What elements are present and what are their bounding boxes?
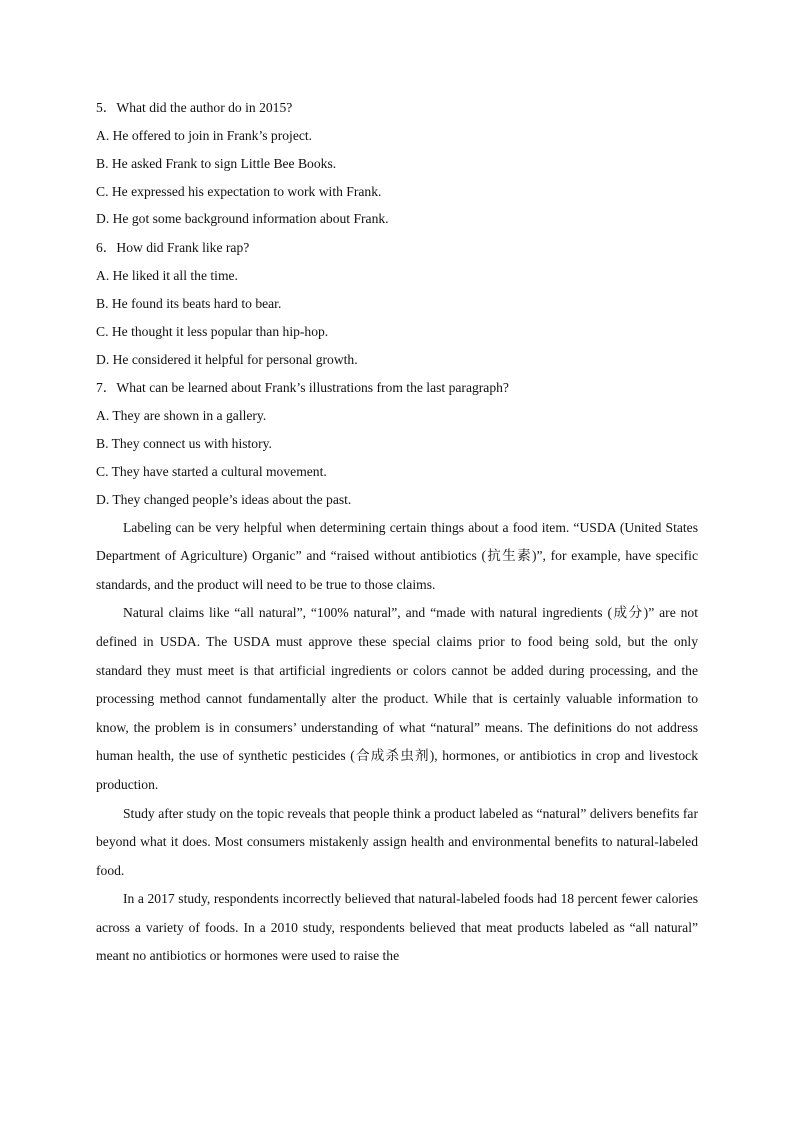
question-stem: 7．What can be learned about Frank’s illustrations from the last paragraph? [96,380,509,396]
option-b: B. He asked Frank to sign Little Bee Books. [96,155,337,171]
option-c: C. They have started a cultural movement. [96,463,327,479]
option-a: A. They are shown in a gallery. [96,408,267,424]
option-a: A. He offered to join in Frank’s project. [96,128,313,143]
passage-paragraph-1: Labeling can be very helpful when determining certain things about a food item. “USDA (United States Department of Agriculture) Organic” and “raised without antibiotics (抗生素)”, for example, have specific standards, and the product will need to be true to those claims. [96,519,698,592]
option-c: C. He thought it less popular than hip-hop. [96,323,329,339]
document-content [96,94,698,971]
option-d: D. He considered it helpful for personal growth. [96,351,358,367]
question-stem: 6．How did Frank like rap? [96,240,250,256]
reading-passage [96,514,698,972]
passage-paragraph-3: Study after study on the topic reveals that people think a product labeled as “natural” delivers benefits far beyond what it does. Most consumers mistakenly assign health and environmental benefits to natural-labeled food. [96,805,698,878]
passage-paragraph-2: Natural claims like “all natural”, “100% natural”, and “made with natural ingredients (成分)” are not defined in USDA. The USDA must approve these special claims prior to food being sold, but the only standard they must meet is that artificial ingredients or colors cannot be added during processing, and the processing method cannot fundamentally alter the product. While that is certainly valuable information to know, the problem is in consumers’ understanding of what “natural” means. The definitions do not address human health, the use of synthetic pesticides (合成杀虫剂), hormones, or antibiotics in crop and livestock production. [96,605,698,792]
question-block-7 [96,374,698,513]
option-b: B. They connect us with history. [96,436,272,452]
option-d: D. They changed people’s ideas about the past. [96,491,352,507]
option-d: D. He got some background information about Frank. [96,211,389,227]
passage-paragraph-4: In a 2017 study, respondents incorrectly believed that natural-labeled foods had 18 percent fewer calories across a variety of foods. In a 2010 study, respondents believed that meat products labeled as “all natural” meant no antibiotics or hormones were used to raise the [96,891,698,964]
question-stem: 5．What did the author do in 2015? [96,100,293,115]
option-c: C. He expressed his expectation to work with Frank. [96,183,382,199]
question-block-6 [96,234,698,373]
question-block-5 [96,94,698,233]
option-a: A. He liked it all the time. [96,268,238,284]
option-b: B. He found its beats hard to bear. [96,295,282,311]
